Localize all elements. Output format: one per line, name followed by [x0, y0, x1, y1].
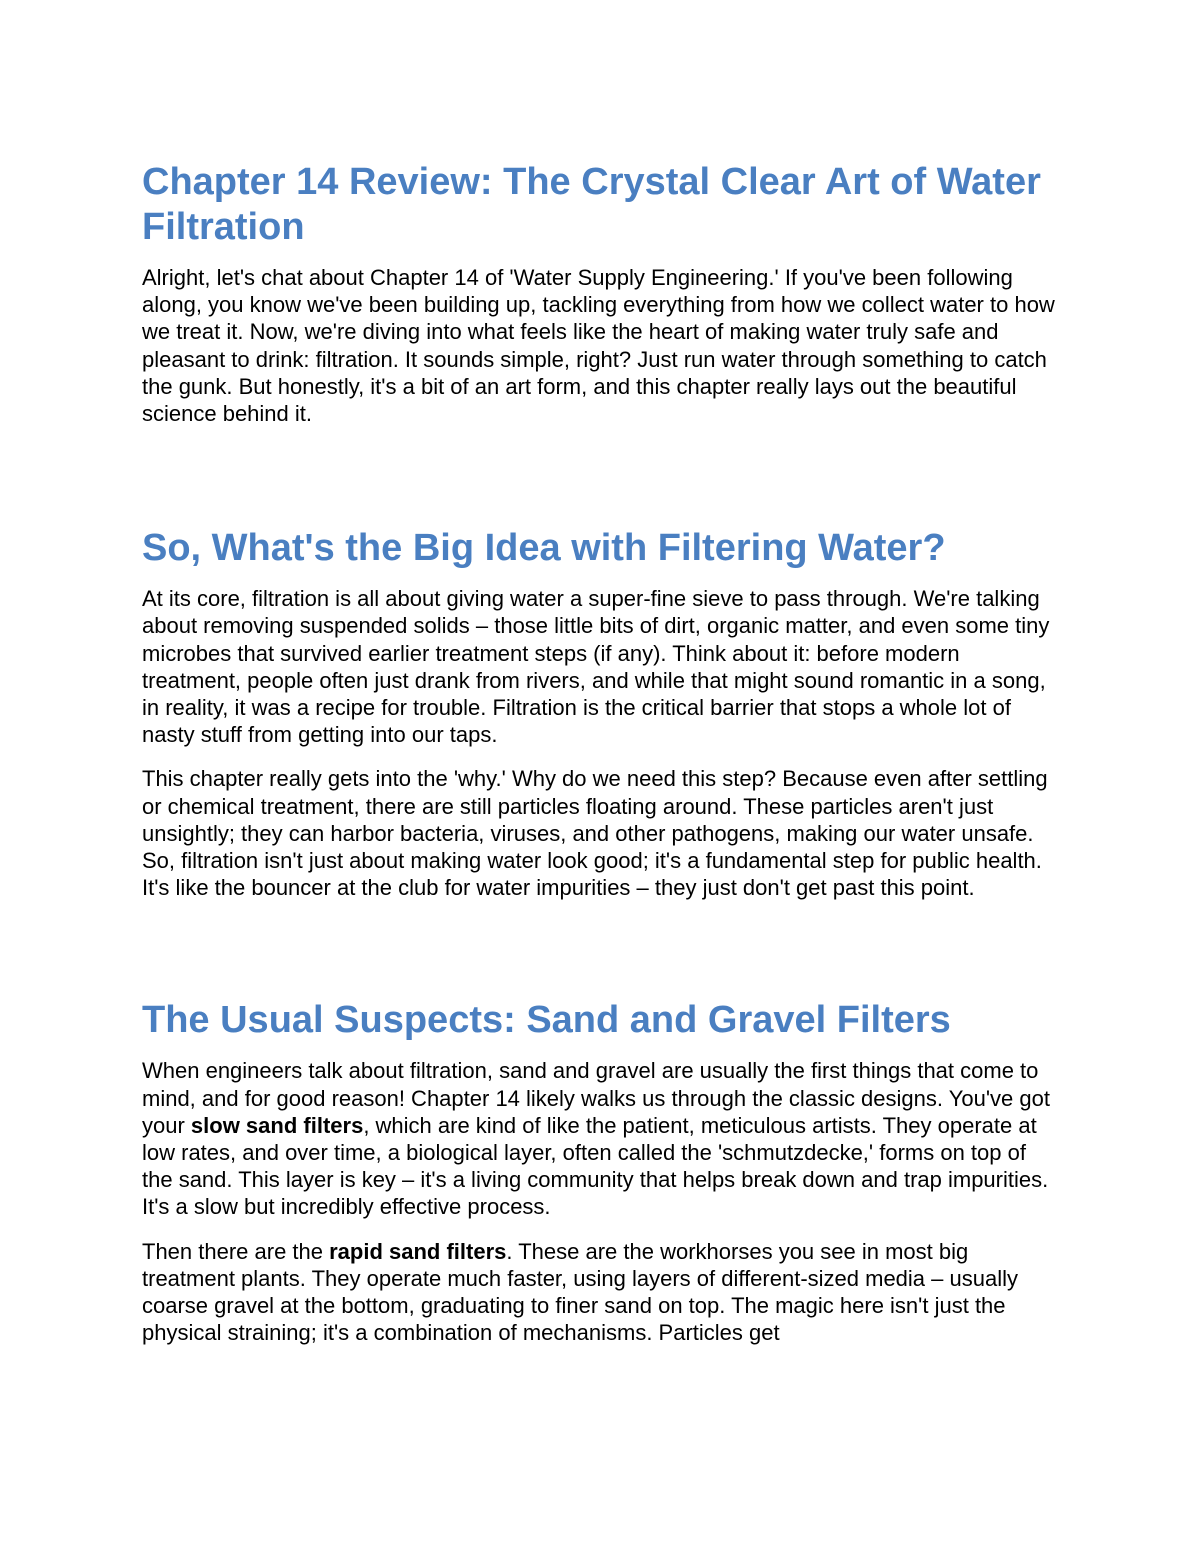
- intro-paragraph: Alright, let's chat about Chapter 14 of 'Water Supply Engineering.' If you've been following along, you know we've been building up, tackling everything from how we collect water to how we treat it. Now, we're diving into what feels like the heart of making water truly safe and pleasant to drink: filtration. It sounds simple, right? Just run water through something to catch the gunk. But honestly, it's a bit of an art form, and this chapter really lays out the beautiful science behind it.: [142, 265, 1055, 427]
- section-heading: So, What's the Big Idea with Filtering Water?: [142, 527, 946, 570]
- bold-term: rapid sand filters: [329, 1238, 507, 1264]
- body-paragraph: [142, 1057, 1062, 1220]
- section-heading: The Usual Suspects: Sand and Gravel Filters: [142, 999, 951, 1042]
- body-paragraph: At its core, filtration is all about giving water a super-fine sieve to pass through. We're talking about removing suspended solids – those little bits of dirt, organic matter, and even some tiny microbes that survived earlier treatment steps (if any). Think about it: before modern treatment, people often just drank from rivers, and while that might sound romantic in a song, in reality, it was a recipe for trouble. Filtration is the critical barrier that stops a whole lot of nasty stuff from getting into our taps.: [142, 586, 1050, 748]
- text-run: When engineers talk about filtration, sand and gravel are usually the first things that come to mind, and for good reason! Chapter 14 likely walks us through the classic designs. You've got your: [142, 1058, 1050, 1138]
- section-spacer: [142, 918, 1062, 998]
- bold-term: slow sand filters: [190, 1112, 364, 1138]
- section-spacer: [142, 444, 1062, 526]
- text-run: , which are kind of like the patient, meticulous artists. They operate at low rates, and over time, a biological layer, often called the 'schmutzdecke,' forms on top of the sand. This layer is key – it's a living community that helps break down and trap impurities. It's a slow but incredibly effective process.: [142, 1112, 1049, 1220]
- text-run: . These are the workhorses you see in most big treatment plants. They operate much faster, using layers of different-sized media – usually coarse gravel at the bottom, graduating to finer sand on top. The magic here isn't just the physical straining; it's a combination of mechanisms. Particles get: [142, 1238, 1018, 1346]
- document-title: Chapter 14 Review: The Crystal Clear Art of Water Filtration: [142, 161, 1041, 248]
- text-run: Then there are the: [142, 1238, 330, 1264]
- body-paragraph: [142, 1238, 1062, 1347]
- body-paragraph: This chapter really gets into the 'why.' Why do we need this step? Because even after settling or chemical treatment, there are still particles floating around. These particles aren't just unsightly; they can harbor bacteria, viruses, and other pathogens, making our water unsafe. So, filtration isn't just about making water look good; it's a fundamental step for public health. It's like the bouncer at the club for water impurities – they just don't get past this point.: [142, 766, 1048, 901]
- document-page: [142, 160, 1062, 1363]
